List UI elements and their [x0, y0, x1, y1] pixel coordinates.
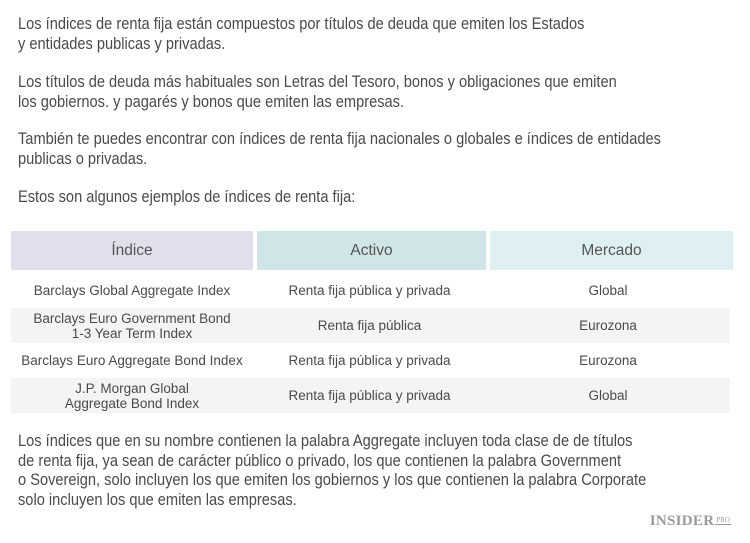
cell-activo: Renta fija pública y privada	[288, 388, 451, 403]
intro-paragraph-3	[18, 129, 738, 168]
cell-text: Barclays Euro Government Bond	[33, 310, 231, 326]
table-row	[11, 378, 730, 413]
paragraph-line: También te puedes encontrar con índices de renta fija nacionales o globales e índices de entidades	[18, 129, 661, 148]
column-header-mercado: Mercado	[490, 231, 733, 270]
intro-paragraph-2	[18, 72, 738, 111]
cell-text: Barclays Global Aggregate Index	[33, 283, 231, 298]
paragraph-line: Los títulos de deuda más habituales son Letras del Tesoro, bonos y obligaciones que emiten	[18, 72, 617, 91]
cell-text: Barclays Euro Aggregate Bond Index	[21, 353, 243, 368]
column-header-activo: Activo	[257, 231, 486, 270]
table-row	[11, 343, 730, 378]
cell-indice	[11, 378, 253, 413]
cell-activo: Renta fija pública y privada	[288, 283, 451, 298]
column-header-indice: Índice	[11, 231, 253, 270]
paragraph-line: o Sovereign, solo incluyen los que emiten los gobiernos y los que contienen la palabra Corporate	[18, 470, 647, 489]
paragraph-line: Los índices que en su nombre contienen la palabra Aggregate incluyen toda clase de de títulos	[18, 431, 633, 450]
bond-index-table	[11, 231, 733, 413]
paragraph-line: de renta fija, ya sean de carácter público o privado, los que contienen la palabra Government	[18, 450, 622, 470]
cell-mercado: Global	[588, 283, 628, 298]
paragraph-line: publicas o privadas.	[18, 148, 148, 168]
intro-paragraph-1	[18, 14, 738, 53]
cell-mercado: Eurozona	[579, 353, 637, 368]
intro-paragraph-4	[18, 187, 738, 207]
closing-paragraph	[18, 431, 738, 509]
paragraph-line: solo incluyen los que emiten las empresas.	[18, 489, 297, 509]
cell-text: 1-3 Year Term Index	[71, 325, 193, 341]
cell-mercado: Eurozona	[579, 318, 637, 333]
logo-pro-badge: PRO	[716, 516, 730, 524]
cell-mercado: Global	[588, 388, 628, 403]
cell-text: Aggregate Bond Index	[64, 395, 200, 411]
cell-indice	[11, 343, 253, 378]
paragraph-line: Los índices de renta fija están compuestos por títulos de deuda que emiten los Estados	[18, 14, 585, 33]
insider-pro-logo	[650, 513, 731, 529]
paragraph-line: los gobiernos. y pagarés y bonos que emiten las empresas.	[18, 91, 405, 111]
table-row	[11, 273, 730, 308]
paragraph-line: y entidades publicas y privadas.	[18, 33, 226, 53]
cell-indice	[11, 308, 253, 343]
paragraph-line: Estos son algunos ejemplos de índices de renta fija:	[18, 187, 356, 206]
cell-activo: Renta fija pública y privada	[288, 353, 451, 368]
table-header	[11, 231, 733, 270]
table-row	[11, 308, 730, 343]
cell-text: J.P. Morgan Global	[75, 380, 189, 396]
logo-wordmark: INSIDER	[649, 513, 715, 529]
cell-activo: Renta fija pública	[317, 318, 422, 333]
cell-indice	[11, 273, 253, 308]
